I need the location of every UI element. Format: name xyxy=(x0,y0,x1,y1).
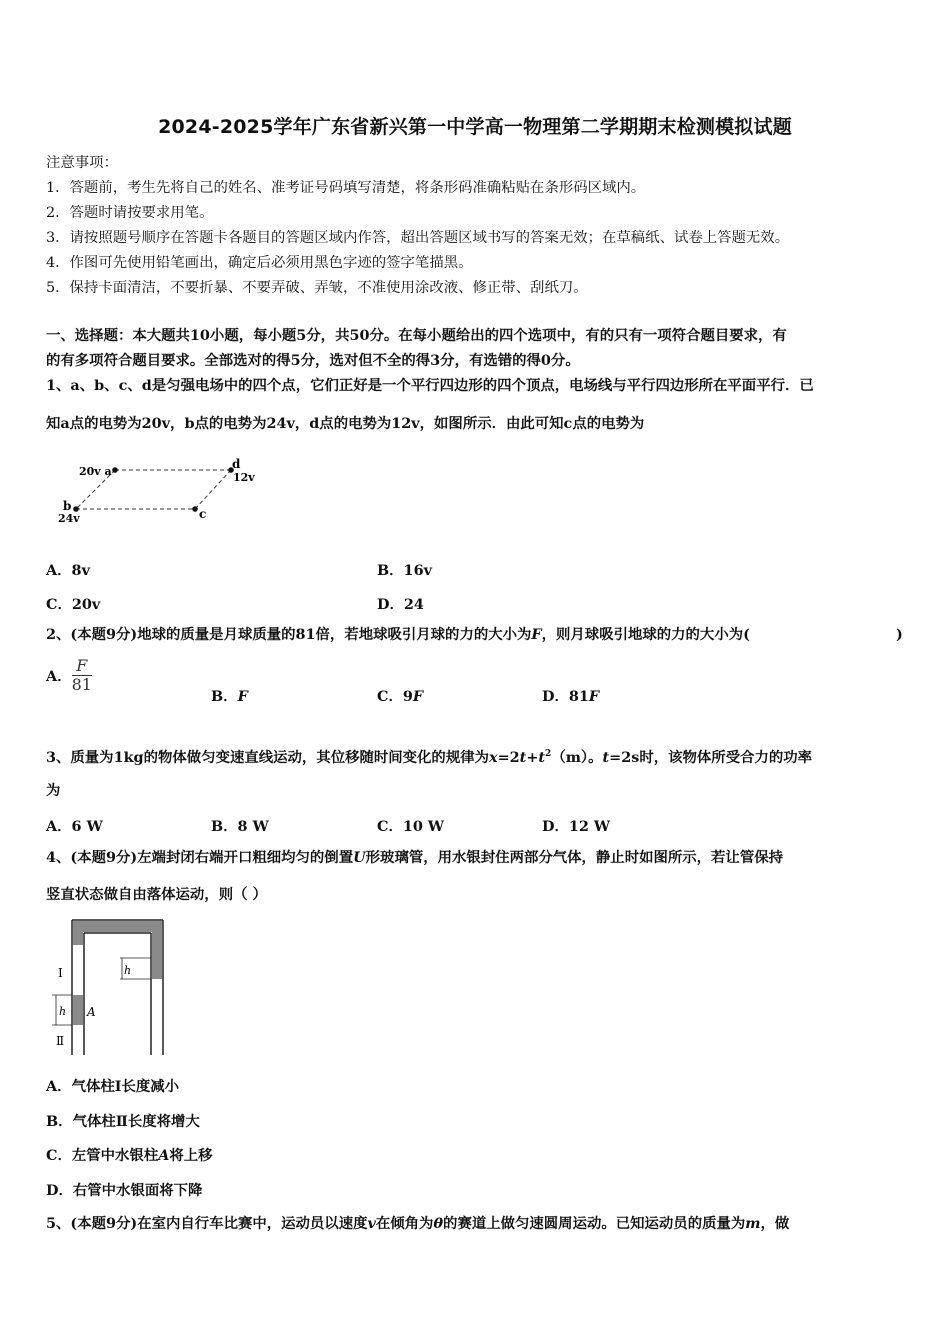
label-gas-ii: Ⅱ xyxy=(56,1034,65,1048)
notice-item-2: 2．答题时请按要求用笔。 xyxy=(46,205,214,221)
label-gas-i: Ⅰ xyxy=(58,966,63,980)
fraction-denominator: 81 xyxy=(71,675,92,694)
q2-question: 2、(本题9分)地球的质量是月球质量的81倍，若地球吸引月球的力的大小为F，则月球吸引地球的力的大小为( xyxy=(46,626,750,643)
point-a xyxy=(112,467,118,473)
q2-option-a[interactable]: A． $\frac{F}{81}$ xyxy=(46,656,92,694)
mercury-top xyxy=(73,921,162,979)
q3-line2: 为 xyxy=(46,782,61,799)
notice-item-4: 4．作图可先使用铅笔画出，确定后必须用黑色字迹的签字笔描黑。 xyxy=(46,255,473,271)
q2-option-d[interactable]: D．81F xyxy=(542,688,600,705)
q1-line1: 1、a、b、c、d是匀强电场中的四个点，它们正好是一个平行四边形的四个顶点，电场线与平行四边形所在平面平行．已 xyxy=(46,377,814,394)
q4-option-b[interactable]: B．气体柱Ⅱ长度将增大 xyxy=(46,1113,200,1130)
q4-line2: 竖直状态做自由落体运动，则（ ） xyxy=(46,886,267,903)
q2-option-c[interactable]: C．9F xyxy=(377,688,424,705)
label-a: 20v a xyxy=(79,465,112,478)
section1-line1: 一、选择题：本大题共10小题，每小题5分，共50分。在每小题给出的四个选项中，有的只有一项符合题目要求，有 xyxy=(46,327,787,344)
u-tube-figure xyxy=(40,915,180,1060)
point-c xyxy=(192,506,198,512)
label-d-value: 12v xyxy=(233,471,255,484)
q3-option-d[interactable]: D．12 W xyxy=(542,818,611,835)
parallelogram-figure xyxy=(55,455,275,530)
q3-option-b[interactable]: B．8 W xyxy=(211,818,269,835)
fraction-numerator: F xyxy=(72,657,92,676)
page-title: 2024-2025学年广东省新兴第一中学高一物理第二学期期末检测模拟试题 xyxy=(158,116,792,138)
q3-line1: 3、质量为1kg的物体做匀变速直线运动，其位移随时间变化的规律为$x=2t+t^2(m)$。t=2s时，该物体所受合力的功率 xyxy=(46,748,813,766)
edge-dc xyxy=(195,470,231,509)
label-a: A xyxy=(87,1005,96,1019)
q1-option-a[interactable]: A．8v xyxy=(46,562,90,579)
q5-line1: 5、(本题9分)在室内自行车比赛中，运动员以速度v在倾角为θ的赛道上做匀速圆周运动。已知运动员的质量为m，做 xyxy=(46,1215,790,1232)
q2-paren-close: ) xyxy=(896,626,903,643)
label-c: c xyxy=(199,507,207,521)
q4-line1: 4、(本题9分)左端封闭右端开口粗细均匀的倒置U形玻璃管，用水银封住两部分气体，静止时如图所示，若让管保持 xyxy=(46,849,783,866)
q1-option-b[interactable]: B．16v xyxy=(377,562,432,579)
q4-option-a[interactable]: A．气体柱Ⅰ长度减小 xyxy=(46,1078,180,1095)
mercury-column-a xyxy=(73,995,83,1025)
label-b: b xyxy=(63,499,72,513)
label-h-right: h xyxy=(124,964,132,977)
label-b-value: 24v xyxy=(58,512,80,525)
notice-item-5: 5．保持卡面清洁，不要折暴、不要弄破、弄皱，不准使用涂改液、修正带、刮纸刀。 xyxy=(46,280,588,296)
q1-line2: 知a点的电势为20v，b点的电势为24v，d点的电势为12v，如图所示．由此可知c点的电势为 xyxy=(46,415,645,432)
label-h-left: h xyxy=(59,1005,67,1018)
point-b xyxy=(73,506,79,512)
notice-item-1: 1．答题前，考生先将自己的姓名、准考证号码填写清楚，将条形码准确粘贴在条形码区域内。 xyxy=(46,180,646,196)
label-d: d xyxy=(232,457,241,471)
notice-item-3: 3．请按照题号顺序在答题卡各题目的答题区域内作答，超出答题区域书写的答案无效；在草稿纸、试卷上答题无效。 xyxy=(46,230,790,246)
q4-option-c[interactable]: C．左管中水银柱A将上移 xyxy=(46,1147,213,1164)
q1-option-c[interactable]: C．20v xyxy=(46,596,101,613)
notice-heading: 注意事项： xyxy=(46,155,118,171)
q4-option-d[interactable]: D．右管中水银面将下降 xyxy=(46,1182,203,1199)
q1-option-d[interactable]: D．24 xyxy=(377,596,424,613)
q3-option-a[interactable]: A．6 W xyxy=(46,818,103,835)
section1-line2: 的有多项符合题目要求。全部选对的得5分，选对但不全的得3分，有选错的得0分。 xyxy=(46,352,580,369)
q2-option-b[interactable]: B．F xyxy=(211,688,248,705)
q3-option-c[interactable]: C．10 W xyxy=(377,818,445,835)
